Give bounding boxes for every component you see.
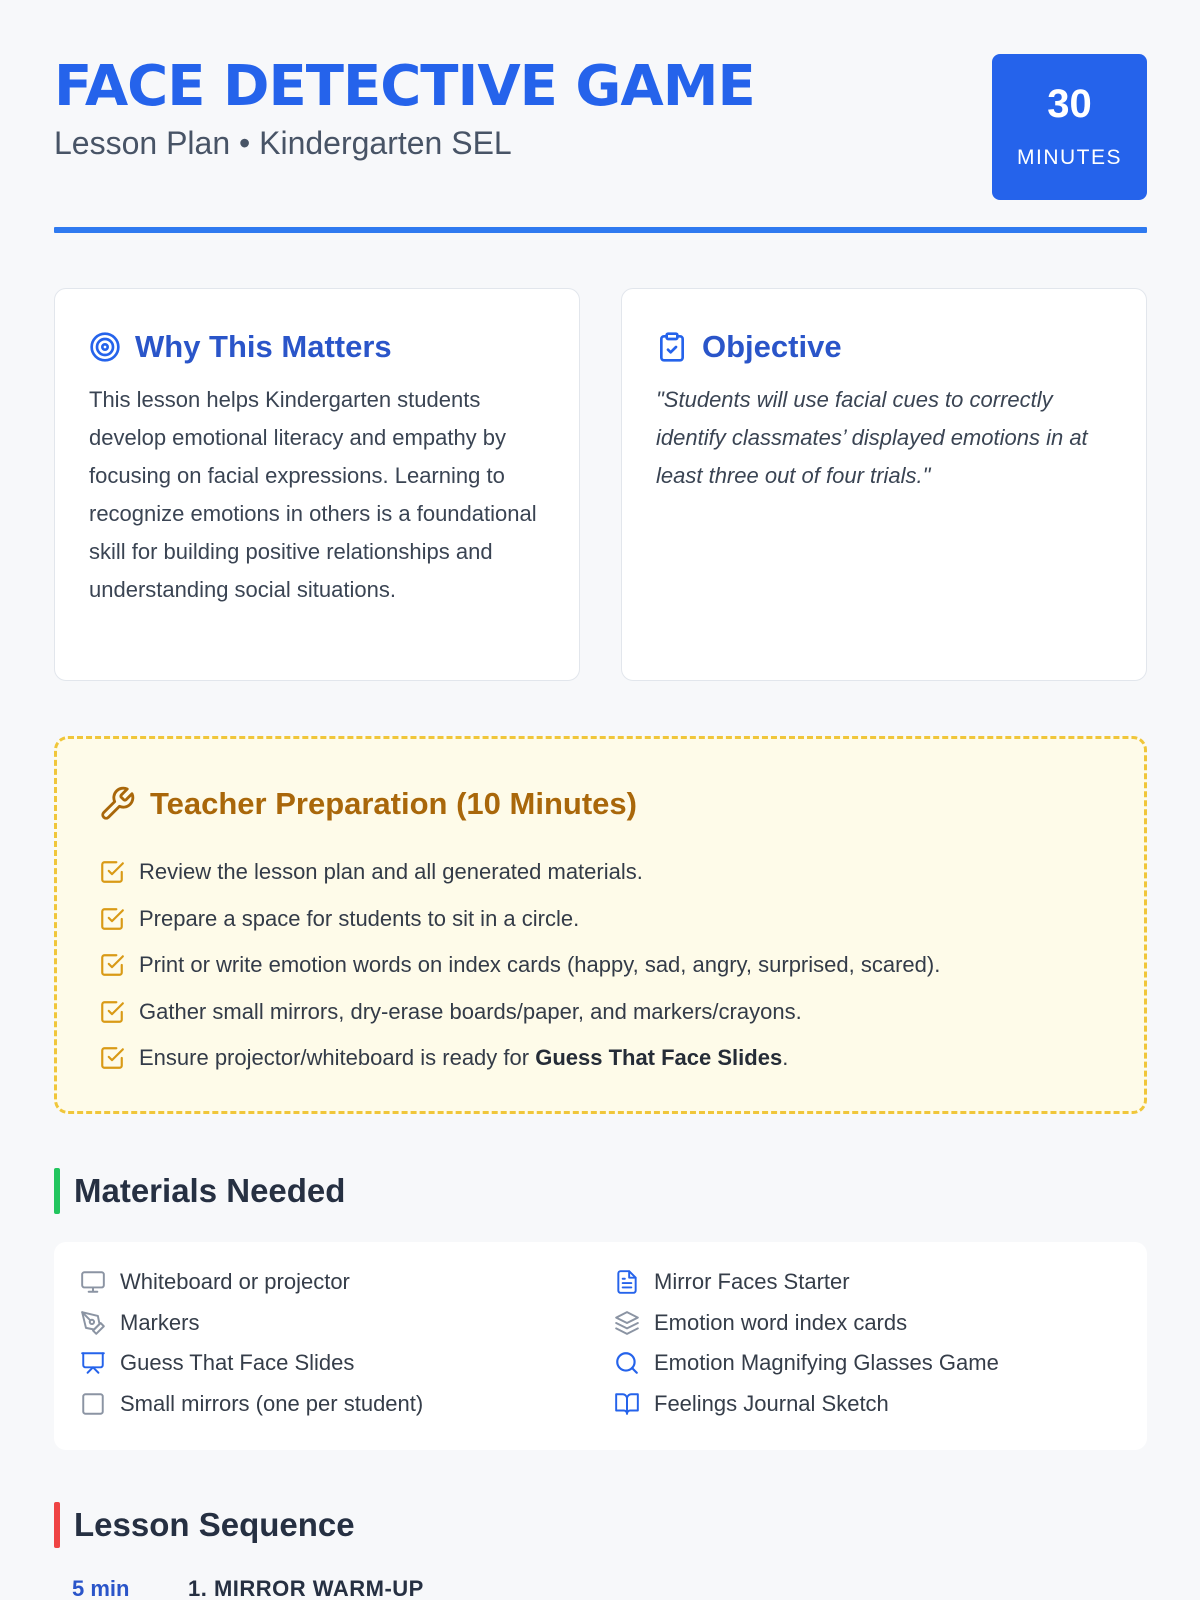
material-label: Markers	[120, 1309, 200, 1335]
lesson-plan-page	[54, 0, 1147, 1600]
prep-item-text: Print or write emotion words on index cards (happy, sad, angry, surprised, scared).	[139, 952, 941, 978]
objective-card-body: "Students will use facial cues to correctly identify classmates’ displayed emotions in at least three out of four trials."	[656, 387, 1088, 488]
sequence-step	[72, 1576, 424, 1600]
prep-item	[99, 896, 940, 943]
material-item	[80, 1343, 423, 1384]
prep-item-suffix: .	[782, 1045, 789, 1071]
target-icon	[89, 331, 121, 363]
material-item	[614, 1303, 999, 1344]
book-open-icon	[614, 1391, 640, 1417]
material-item	[80, 1303, 423, 1344]
objective-card	[621, 288, 1147, 681]
step-duration: 5 min	[72, 1576, 130, 1600]
page-title: FACE DETECTIVE GAME	[54, 54, 755, 119]
materials-accent-bar	[54, 1168, 60, 1214]
prep-item-text: Gather small mirrors, dry-erase boards/paper, and markers/crayons.	[139, 998, 802, 1024]
why-card-header	[89, 329, 392, 365]
clipboard-check-icon	[656, 331, 688, 363]
material-item	[80, 1384, 423, 1425]
prep-item	[99, 942, 940, 989]
layers-icon	[614, 1310, 640, 1336]
page-header	[54, 52, 1147, 202]
material-item	[614, 1384, 999, 1425]
sequence-accent-bar	[54, 1502, 60, 1548]
square-icon	[80, 1391, 106, 1417]
material-item	[80, 1262, 423, 1303]
material-item	[614, 1343, 999, 1384]
prep-item	[99, 849, 940, 896]
material-item	[614, 1262, 999, 1303]
why-card-body: This lesson helps Kindergarten students develop emotional literacy and empathy by focusing on facial expressions. Learning to recognize emotions in others is a foundational skill for building positive relationships and understanding social situations.	[89, 387, 537, 602]
sequence-heading	[54, 1502, 355, 1548]
materials-column-left	[80, 1262, 423, 1424]
prep-item-text: Review the lesson plan and all generated materials.	[139, 859, 643, 885]
material-label: Emotion Magnifying Glasses Game	[654, 1350, 999, 1376]
duration-unit: MINUTES	[1017, 146, 1122, 169]
material-label: Emotion word index cards	[654, 1309, 908, 1335]
why-card-title: Why This Matters	[135, 329, 392, 364]
step-title: 1. MIRROR WARM-UP	[188, 1576, 424, 1600]
wrench-icon	[98, 785, 136, 823]
page-subtitle: Lesson Plan • Kindergarten SEL	[54, 125, 512, 161]
checkbox-checked-icon	[99, 859, 125, 885]
checkbox-checked-icon	[99, 906, 125, 932]
teacher-prep-box	[54, 736, 1147, 1114]
header-divider	[54, 227, 1147, 233]
material-label: Whiteboard or projector	[120, 1269, 350, 1295]
material-label: Mirror Faces Starter	[654, 1269, 850, 1295]
why-card	[54, 288, 580, 681]
materials-heading	[54, 1168, 345, 1214]
duration-badge	[992, 54, 1147, 200]
presentation-icon	[80, 1350, 106, 1376]
teacher-prep-header	[98, 784, 637, 824]
prep-item-prefix: Ensure projector/whiteboard is ready for	[139, 1045, 536, 1071]
objective-card-header	[656, 329, 842, 365]
materials-title: Materials Needed	[74, 1172, 346, 1209]
search-icon	[614, 1350, 640, 1376]
material-label: Feelings Journal Sketch	[654, 1390, 889, 1416]
prep-item-text: Prepare a space for students to sit in a circle.	[139, 905, 580, 931]
material-label: Guess That Face Slides	[120, 1350, 355, 1376]
pen-tool-icon	[80, 1310, 106, 1336]
duration-value: 30	[1047, 82, 1092, 126]
file-text-icon	[614, 1269, 640, 1295]
checkbox-checked-icon	[99, 999, 125, 1025]
teacher-prep-list	[99, 849, 940, 1082]
materials-panel	[54, 1242, 1147, 1450]
checkbox-checked-icon	[99, 1045, 125, 1071]
monitor-icon	[80, 1269, 106, 1295]
slides-name: Guess That Face Slides	[535, 1045, 783, 1071]
sequence-title: Lesson Sequence	[74, 1506, 355, 1543]
materials-column-right	[614, 1262, 999, 1424]
material-label: Small mirrors (one per student)	[120, 1390, 424, 1416]
objective-card-title: Objective	[702, 329, 842, 364]
teacher-prep-title: Teacher Preparation (10 Minutes)	[150, 786, 637, 821]
prep-item	[99, 1035, 940, 1082]
prep-item-text	[139, 1045, 788, 1071]
checkbox-checked-icon	[99, 952, 125, 978]
prep-item	[99, 989, 940, 1036]
